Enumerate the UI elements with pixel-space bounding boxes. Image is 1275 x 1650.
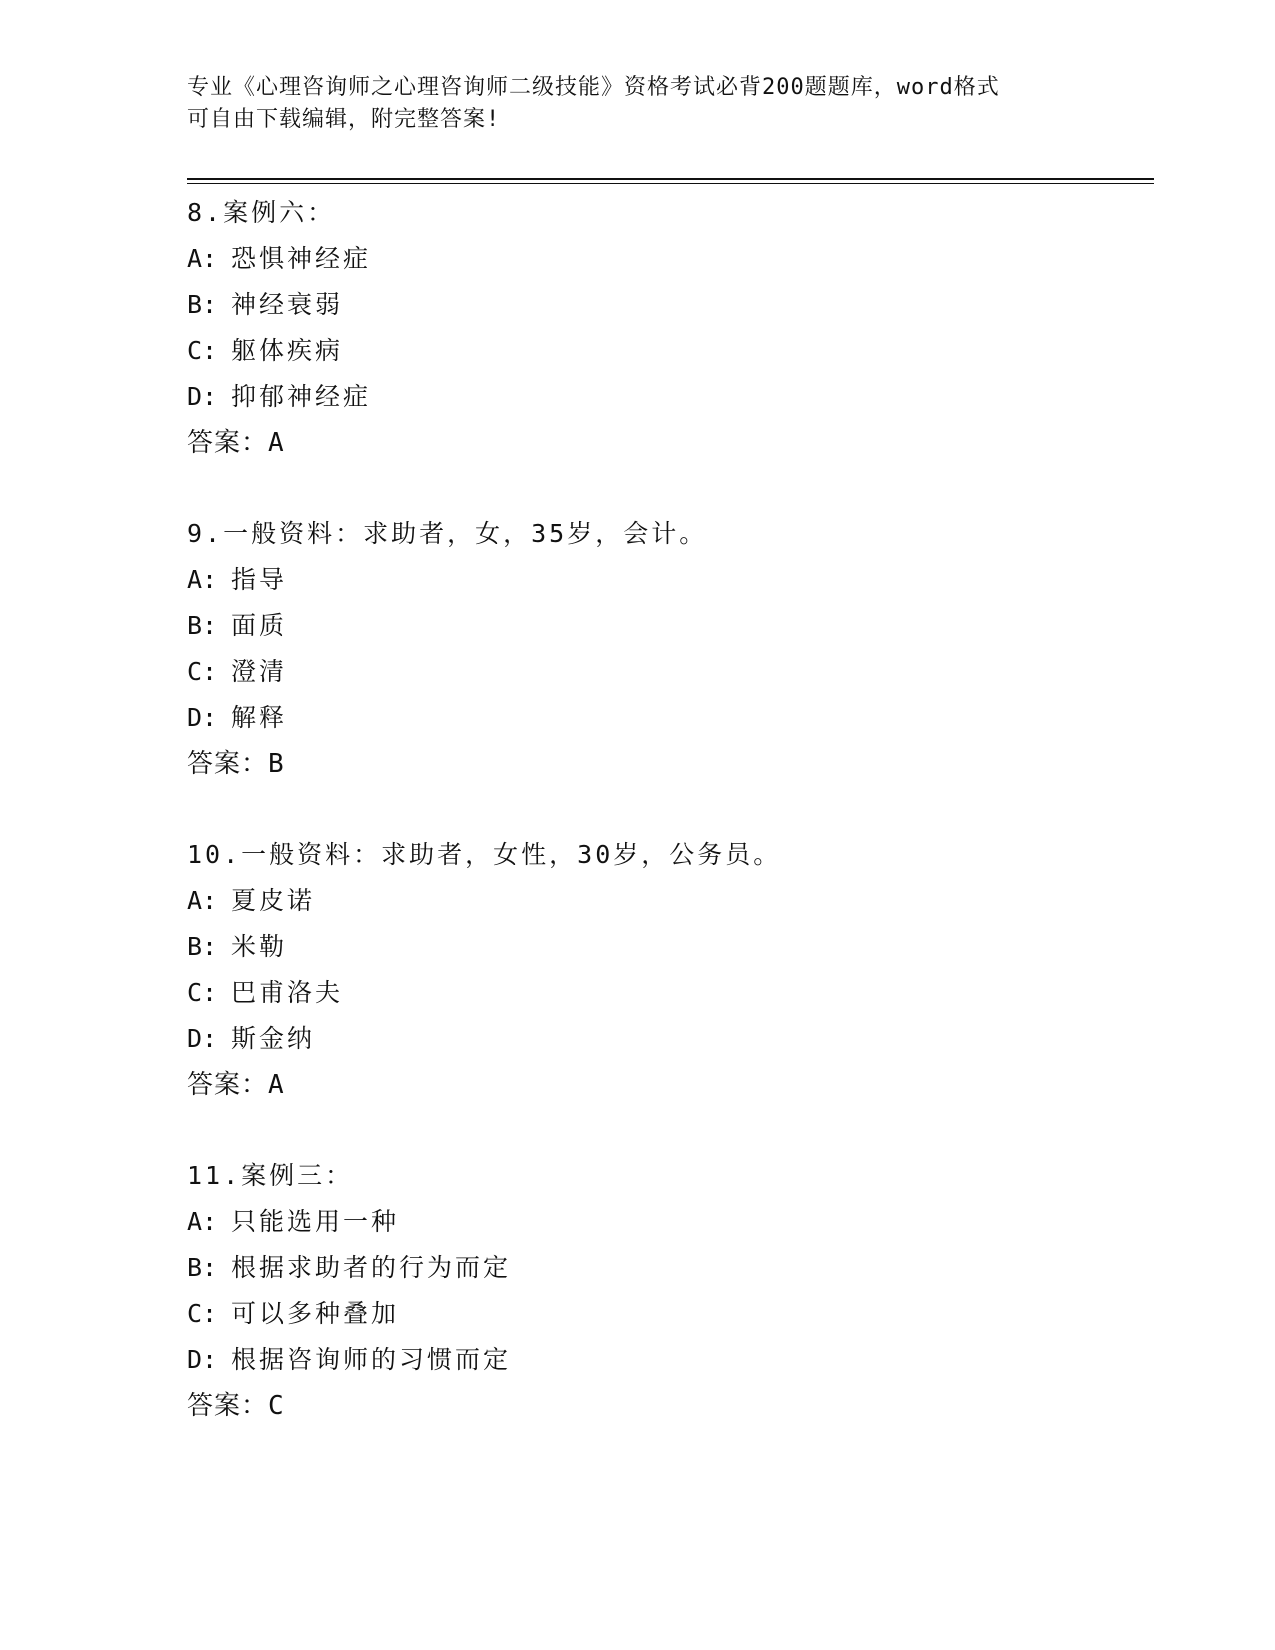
option-c [187,1291,1147,1337]
question-stem: 11.案例三： [187,1161,354,1190]
question-block [187,511,1147,787]
option-text: 只能选用一种 [231,1207,400,1236]
answer-value: A [268,428,285,458]
option-letter: D: [187,1345,218,1374]
question-block [187,190,1147,466]
option-d [187,1337,1147,1383]
option-d [187,695,1147,741]
option-text: 神经衰弱 [231,290,344,319]
option-d [187,1016,1147,1062]
answer-label: 答案： [187,749,269,779]
option-letter: D: [187,1024,218,1053]
option-text: 巴甫洛夫 [231,978,344,1007]
option-text: 根据咨询师的习惯而定 [231,1345,512,1374]
option-text: 澄清 [231,657,288,686]
option-letter: C: [187,1299,218,1328]
option-letter: B: [187,611,218,640]
option-text: 指导 [231,565,288,594]
answer-value: B [268,749,285,779]
option-text: 抑郁神经症 [231,382,372,411]
option-a [187,557,1147,603]
question-block [187,832,1147,1108]
answer-label: 答案： [187,1391,269,1421]
option-letter: A: [187,1207,218,1236]
option-letter: C: [187,336,218,365]
answer-line [187,741,1147,787]
answer-line [187,1383,1147,1429]
header-divider-bottom [187,183,1154,184]
answer-label: 答案： [187,1070,269,1100]
option-text: 解释 [231,703,288,732]
option-letter: D: [187,382,218,411]
question-stem: 9.一般资料：求助者，女，35岁，会计。 [187,519,708,548]
answer-value: A [268,1070,285,1100]
option-text: 夏皮诺 [231,886,316,915]
answer-value: C [268,1391,285,1421]
option-text: 面质 [231,611,288,640]
answer-label: 答案： [187,428,269,458]
option-b [187,282,1147,328]
option-c [187,970,1147,1016]
document-header [187,72,1087,136]
option-b [187,924,1147,970]
option-text: 米勒 [231,932,288,961]
header-title-line-2: 可自由下载编辑，附完整答案! [187,107,501,132]
answer-line [187,1062,1147,1108]
option-d [187,374,1147,420]
option-letter: A: [187,244,218,273]
option-text: 可以多种叠加 [231,1299,400,1328]
option-letter: B: [187,1253,218,1282]
option-letter: C: [187,657,218,686]
option-a [187,236,1147,282]
option-letter: C: [187,978,218,1007]
option-letter: B: [187,932,218,961]
header-title-line-1: 专业《心理咨询师之心理咨询师二级技能》资格考试必背200题题库，word格式 [187,75,1000,100]
question-block [187,1153,1147,1429]
option-text: 根据求助者的行为而定 [231,1253,512,1282]
option-letter: A: [187,565,218,594]
option-c [187,328,1147,374]
question-stem: 10.一般资料：求助者，女性，30岁，公务员。 [187,840,782,869]
option-c [187,649,1147,695]
option-letter: A: [187,886,218,915]
option-b [187,1245,1147,1291]
option-text: 恐惧神经症 [231,244,372,273]
answer-line [187,420,1147,466]
option-letter: B: [187,290,218,319]
option-a [187,1199,1147,1245]
option-letter: D: [187,703,218,732]
header-divider-top [187,178,1154,180]
option-a [187,878,1147,924]
question-stem: 8.案例六： [187,198,336,227]
option-text: 斯金纳 [231,1024,316,1053]
option-text: 躯体疾病 [231,336,344,365]
option-b [187,603,1147,649]
